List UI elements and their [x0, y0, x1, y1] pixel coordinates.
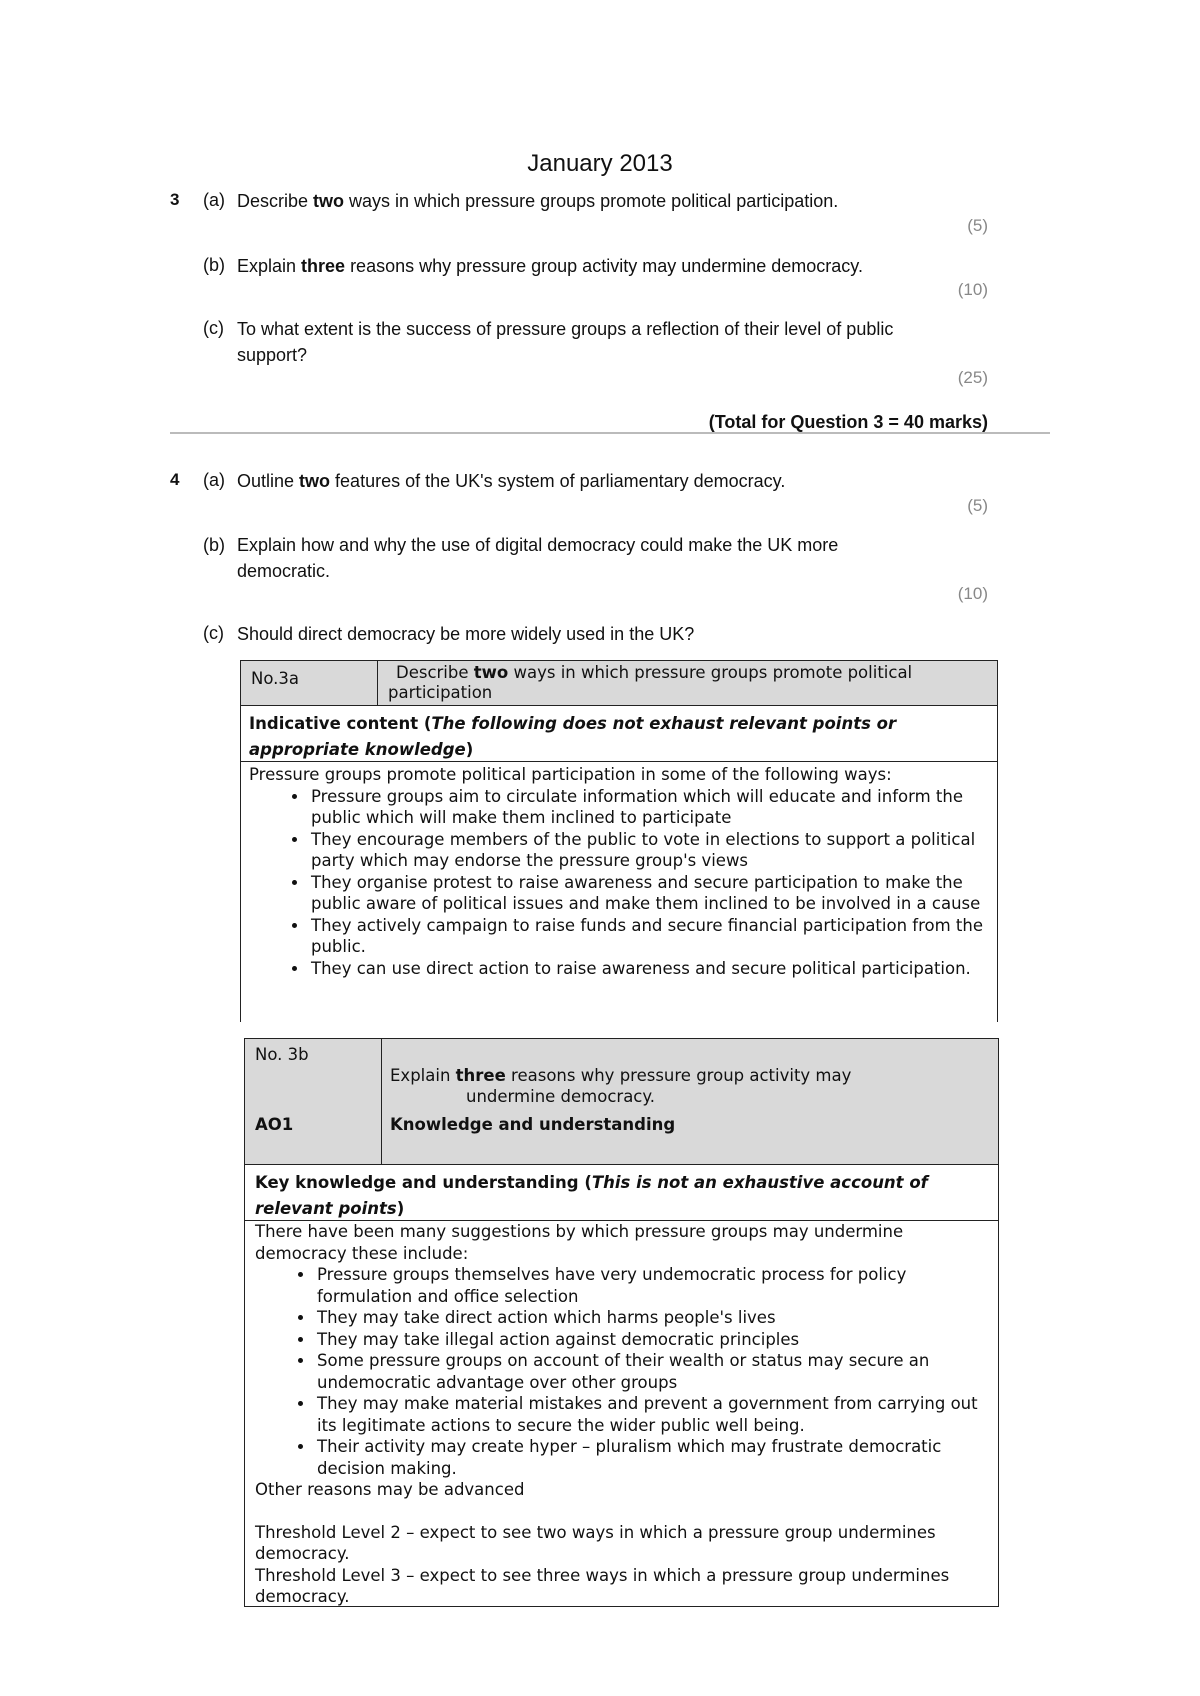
list-item: • They encourage members of the public to vote in elections to support a political party which may endorse the pressure group's views — [309, 829, 987, 872]
q3c-text: To what extent is the success of pressure groups a reflection of their level of public support? — [237, 319, 894, 365]
q3-total-marks: (Total for Question 3 = 40 marks) — [708, 412, 988, 432]
q4b-letter: (b) — [203, 535, 225, 555]
q4b-marks: (10) — [957, 584, 988, 603]
q3a-marks: (5) — [967, 216, 988, 235]
list-item: • They organise protest to raise awareness and secure participation to make the public aware of political issues and make them inclined to be involved in a cause — [309, 872, 987, 915]
q4b-text: Explain how and why the use of digital democracy could make the UK more democratic. — [237, 535, 839, 581]
table-3b-intro: There have been many suggestions by which pressure groups may undermine democracy these include: — [255, 1222, 904, 1263]
list-item: • They may take direct action which harms people's lives — [315, 1307, 988, 1329]
table-3b-question-number: No. 3b — [255, 1045, 309, 1064]
question-number-3: 3 — [170, 190, 180, 209]
table-3b-ao-code: AO1 — [255, 1115, 294, 1134]
q3a-letter: (a) — [203, 190, 225, 210]
table-3b-right-cell — [382, 1039, 998, 1164]
q4c-letter: (c) — [203, 623, 224, 643]
page-title: January 2013 — [527, 150, 673, 177]
list-item: • They may take illegal action against democratic principles — [315, 1329, 988, 1351]
table-3b-header-row — [245, 1039, 998, 1165]
list-item: • Some pressure groups on account of their wealth or status may secure an undemocratic advantage over other groups — [315, 1350, 988, 1393]
q3a-text: Describe two ways in which pressure groups promote political participation. — [237, 191, 839, 211]
table-3a-question-text: Describe two ways in which pressure groups promote political participation — [388, 663, 913, 702]
list-item: • Their activity may create hyper – pluralism which may frustrate democratic decision making. — [315, 1436, 988, 1479]
table-3a-header-row — [241, 661, 997, 706]
table-3a-heading-row: Indicative content (The following does not exhaust relevant points or appropriate knowledge) — [241, 706, 997, 762]
table-3b-threshold-3: Threshold Level 3 – expect to see three ways in which a pressure group undermines democracy. — [255, 1565, 950, 1606]
q3b-text: Explain three reasons why pressure group activity may undermine democracy. — [237, 256, 863, 276]
table-3b-question-text: Explain three reasons why pressure group activity may undermine democracy. — [390, 1066, 852, 1106]
table-3a-content — [241, 762, 997, 979]
table-3a-bullet-list — [249, 786, 987, 980]
q4c-text: Should direct democracy be more widely used in the UK? — [237, 624, 695, 644]
mark-scheme-table-3a — [240, 660, 998, 1022]
table-3b-bullet-list — [255, 1264, 988, 1479]
table-3b-threshold-2: Threshold Level 2 – expect to see two ways in which a pressure group undermines democracy. — [255, 1522, 936, 1563]
q4a-marks: (5) — [967, 496, 988, 515]
q4a-text: Outline two features of the UK's system of parliamentary democracy. — [237, 471, 786, 491]
table-3b-other-reasons: Other reasons may be advanced — [255, 1480, 525, 1499]
q3b-marks: (10) — [957, 280, 988, 299]
table-3a-intro: Pressure groups promote political participation in some of the following ways: — [249, 765, 892, 784]
q3c-marks: (25) — [957, 368, 988, 387]
section-divider — [170, 432, 1050, 434]
question-number-4: 4 — [170, 470, 180, 489]
q3b-letter: (b) — [203, 255, 225, 275]
q3c-letter: (c) — [203, 318, 224, 338]
q4a-letter: (a) — [203, 470, 225, 490]
list-item: • Pressure groups aim to circulate information which will educate and inform the public which will make them inclined to participate — [309, 786, 987, 829]
list-item: • Pressure groups themselves have very undemocratic process for policy formulation and office selection — [315, 1264, 988, 1307]
table-3b-content — [245, 1221, 998, 1608]
table-3b-left-cell — [245, 1039, 382, 1164]
table-3b-ao-label: Knowledge and understanding — [390, 1115, 676, 1134]
list-item: • They actively campaign to raise funds and secure financial participation from the public. — [309, 915, 987, 958]
mark-scheme-table-3b — [244, 1038, 999, 1607]
list-item: • They can use direct action to raise awareness and secure political participation. — [309, 958, 987, 980]
list-item: • They may make material mistakes and prevent a government from carrying out its legitimate actions to secure the wider public well being. — [315, 1393, 988, 1436]
table-3a-question-number: No.3a — [241, 661, 378, 705]
table-3b-heading-row: Key knowledge and understanding (This is not an exhaustive account of relevant points) — [245, 1165, 998, 1221]
